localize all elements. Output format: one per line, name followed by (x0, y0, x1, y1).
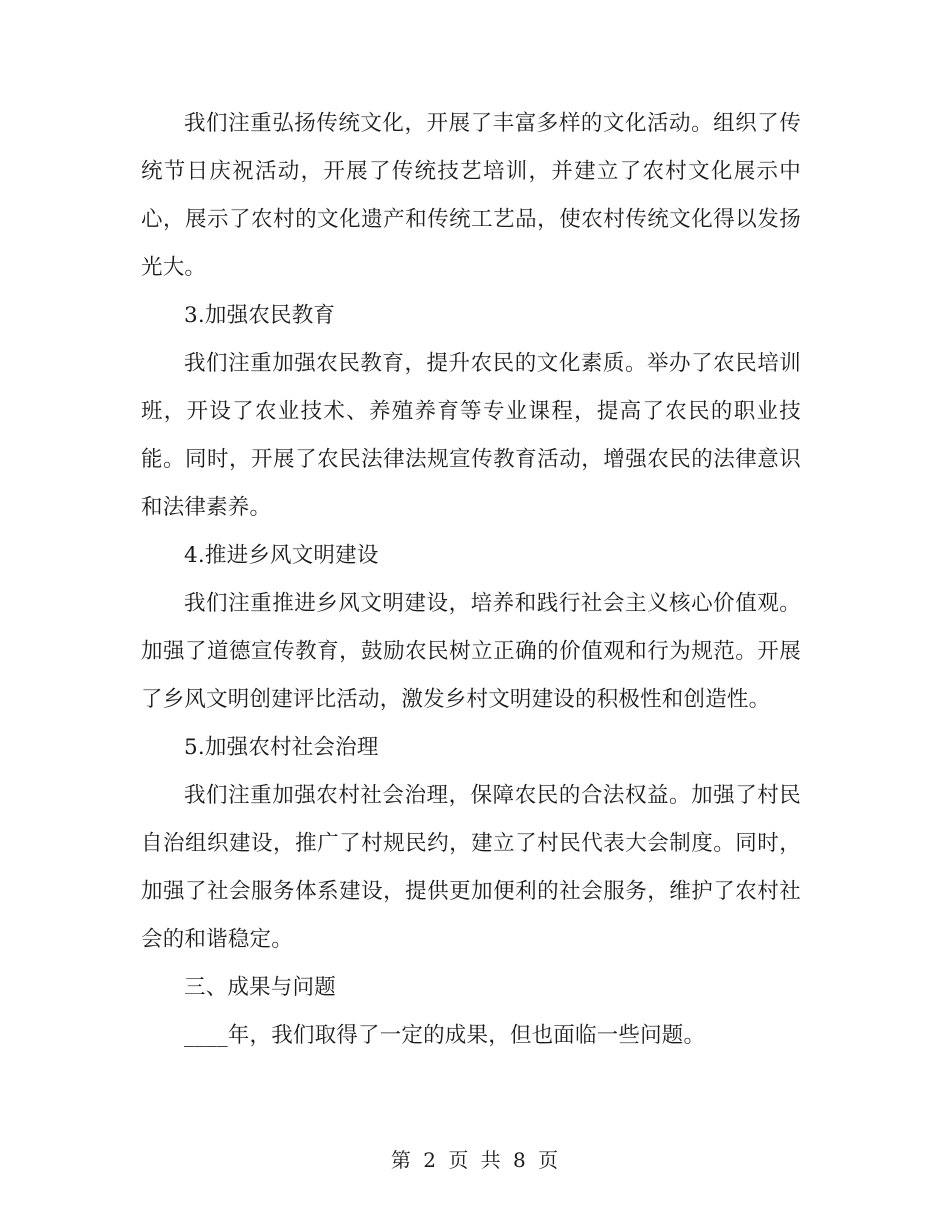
paragraph-results-intro: ____年，我们取得了一定的成果，但也面临一些问题。 (184, 1023, 706, 1048)
paragraph-farmer-education: 我们注重加强农民教育，提升农民的文化素质。举办了农民培训班，开设了农业技术、养殖养育等专业课程，提高了农民的职业技能。同时，开展了农民法律法规宣传教育活动，增强农民的法律意识和法律素养。 (141, 351, 801, 520)
section-heading-farmer-education: 3.加强农民教育 (184, 303, 336, 328)
section-heading-social-governance: 5.加强农村社会治理 (184, 735, 379, 760)
page-number-footer: 第 2 页 共 8 页 (390, 1148, 560, 1172)
document-body (141, 100, 801, 1060)
paragraph-traditional-culture: 我们注重弘扬传统文化，开展了丰富多样的文化活动。组织了传统节日庆祝活动，开展了传统技艺培训，并建立了农村文化展示中心，展示了农村的文化遗产和传统工艺品，使农村传统文化得以发扬光大。 (141, 111, 801, 280)
section-heading-rural-civilization: 4.推进乡风文明建设 (184, 543, 379, 568)
paragraph-rural-civilization: 我们注重推进乡风文明建设，培养和践行社会主义核心价值观。加强了道德宣传教育，鼓励农民树立正确的价值观和行为规范。开展了乡风文明创建评比活动，激发乡村文明建设的积极性和创造性。 (141, 591, 801, 712)
section-heading-results-problems: 三、成果与问题 (184, 975, 336, 1000)
paragraph-social-governance: 我们注重加强农村社会治理，保障农民的合法权益。加强了村民自治组织建设，推广了村规民约，建立了村民代表大会制度。同时，加强了社会服务体系建设，提供更加便利的社会服务，维护了农村社会的和谐稳定。 (141, 783, 801, 952)
